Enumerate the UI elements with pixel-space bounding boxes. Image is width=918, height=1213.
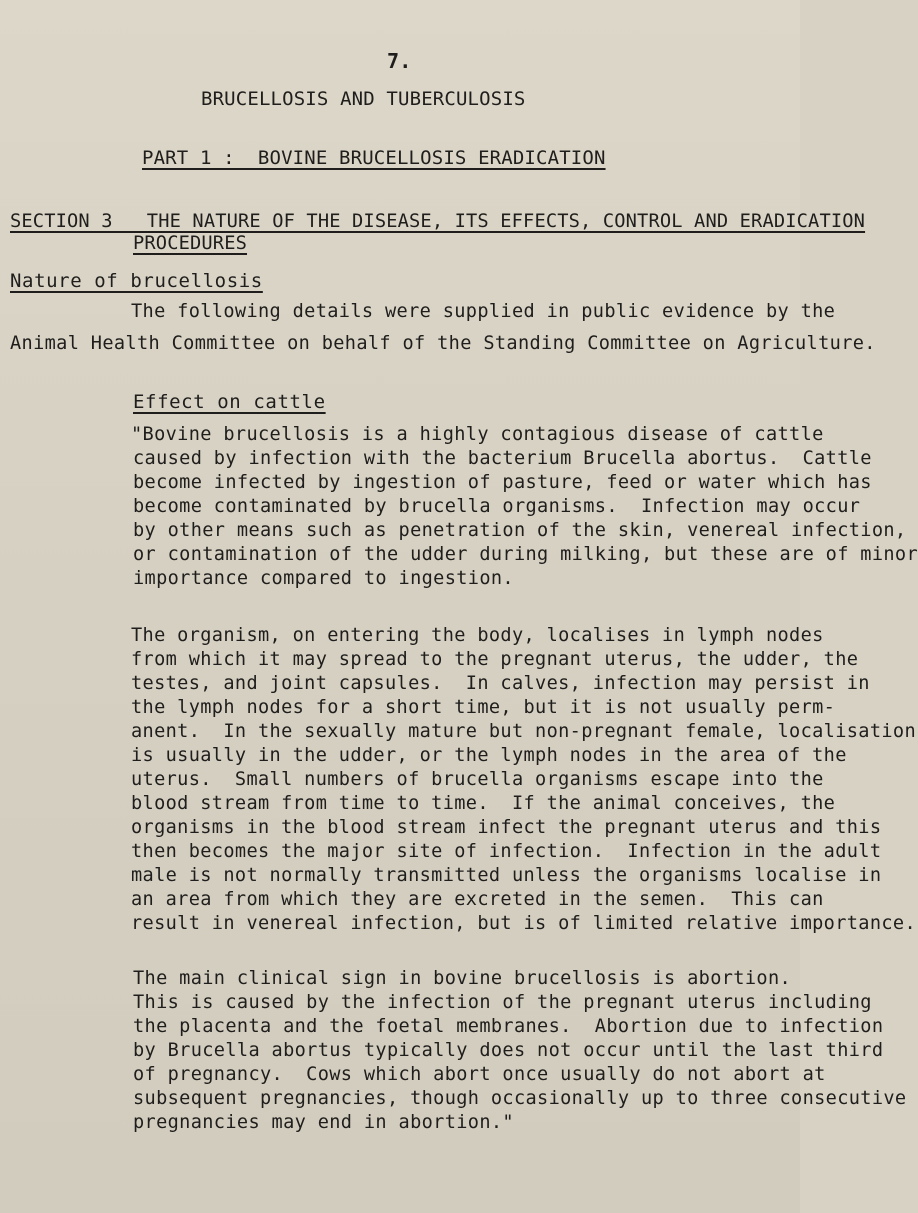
paragraph-line: then becomes the major site of infection. Infection in the adult — [131, 841, 882, 862]
paragraph-line: "Bovine brucellosis is a highly contagious disease of cattle — [131, 424, 824, 445]
paragraph-line: pregnancies may end in abortion." — [133, 1112, 514, 1133]
paragraph-line: The main clinical sign in bovine brucellosis is abortion. — [133, 968, 792, 989]
section-heading-line-2: PROCEDURES — [133, 233, 248, 254]
paragraph-line: result in venereal infection, but is of limited relative importance. — [131, 913, 917, 934]
document-title: BRUCELLOSIS AND TUBERCULOSIS — [201, 88, 526, 110]
paragraph-line: by Brucella abortus typically does not occur until the last third — [133, 1040, 884, 1061]
paragraph-line: blood stream from time to time. If the animal conceives, the — [131, 793, 836, 814]
paragraph-line: The organism, on entering the body, localises in lymph nodes — [131, 625, 824, 646]
paragraph-line: the placenta and the foetal membranes. Abortion due to infection — [133, 1016, 884, 1037]
intro-line-1: The following details were supplied in public evidence by the — [131, 301, 836, 322]
intro-line-2: Animal Health Committee on behalf of the Standing Committee on Agriculture. — [10, 333, 876, 354]
section-heading-line-1: SECTION 3 THE NATURE OF THE DISEASE, ITS EFFECTS, CONTROL AND ERADICATION — [10, 211, 866, 232]
paragraph-line: by other means such as penetration of the skin, venereal infection, — [133, 520, 907, 541]
paragraph-line: male is not normally transmitted unless the organisms localise in — [131, 865, 882, 886]
paragraph-line: importance compared to ingestion. — [133, 568, 514, 589]
subheading-nature: Nature of brucellosis — [10, 270, 263, 292]
paragraph-line: become contaminated by brucella organisms. Infection may occur — [133, 496, 861, 517]
paragraph-line: is usually in the udder, or the lymph nodes in the area of the — [131, 745, 847, 766]
paragraph-line: subsequent pregnancies, though occasionally up to three consecutive — [133, 1088, 907, 1109]
page-number: 7. — [387, 49, 412, 73]
paragraph-line: anent. In the sexually mature but non-pregnant female, localisation — [131, 721, 917, 742]
paragraph-line: of pregnancy. Cows which abort once usually do not abort at — [133, 1064, 826, 1085]
part-heading: PART 1 : BOVINE BRUCELLOSIS ERADICATION — [142, 147, 606, 169]
paragraph-line: become infected by ingestion of pasture, feed or water which has — [133, 472, 872, 493]
paragraph-line: organisms in the blood stream infect the pregnant uterus and this — [131, 817, 882, 838]
paragraph-line: from which it may spread to the pregnant uterus, the udder, the — [131, 649, 859, 670]
paragraph-line: the lymph nodes for a short time, but it is not usually perm- — [131, 697, 836, 718]
paragraph-line: or contamination of the udder during milking, but these are of minor — [133, 544, 918, 565]
subheading-effect: Effect on cattle — [133, 391, 326, 413]
paragraph-line: caused by infection with the bacterium Brucella abortus. Cattle — [133, 448, 872, 469]
paragraph-line: This is caused by the infection of the pregnant uterus including — [133, 992, 872, 1013]
paragraph-line: testes, and joint capsules. In calves, infection may persist in — [131, 673, 870, 694]
paragraph-line: uterus. Small numbers of brucella organisms escape into the — [131, 769, 824, 790]
paragraph-line: an area from which they are excreted in the semen. This can — [131, 889, 824, 910]
